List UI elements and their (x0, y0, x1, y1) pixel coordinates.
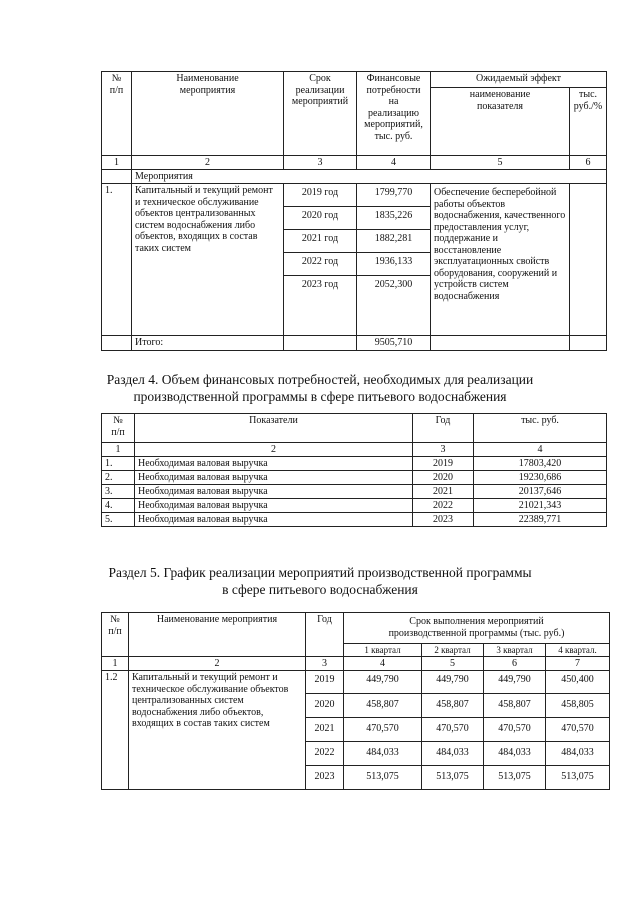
t3-colnum: 1 (101, 656, 129, 671)
t1-header-num: № п/п (101, 71, 132, 156)
t2-row-value: 21021,343 (473, 498, 607, 513)
t1-colnum: 3 (283, 155, 357, 170)
t1-colnum: 1 (101, 155, 132, 170)
t3-q-value: 470,570 (545, 717, 610, 742)
t2-row-value: 20137,646 (473, 484, 607, 499)
t1-total-label: Итого: (131, 335, 284, 351)
t3-colnum: 4 (343, 656, 422, 671)
t1-year: 2021 год (283, 229, 357, 253)
t2-header-num: № п/п (101, 413, 135, 443)
t1-total-effect (430, 335, 570, 351)
t1-effect-unit (569, 183, 607, 336)
t2-row-name: Необходимая валовая выручка (134, 484, 413, 499)
t3-year: 2021 (305, 717, 344, 742)
t3-colnum: 2 (128, 656, 306, 671)
t1-colnum: 2 (131, 155, 284, 170)
t1-value: 1835,226 (356, 206, 431, 230)
t1-value: 1882,281 (356, 229, 431, 253)
t1-effect-text: Обеспечение бесперебойной работы объектов водоснабжения, качественного предоставления услуг, поддержание и восстановление эксплуатационных свойств оборудования, сооружений и устройств систем водоснабжения (430, 183, 570, 336)
t3-q-value: 513,075 (545, 765, 610, 790)
t1-colnum: 4 (356, 155, 431, 170)
t3-q-value: 484,033 (421, 741, 484, 766)
t1-year: 2022 год (283, 252, 357, 276)
t2-row-year: 2021 (412, 484, 474, 499)
t2-row-num: 4. (101, 498, 135, 513)
t3-q-value: 513,075 (483, 765, 546, 790)
t2-header-year: Год (412, 413, 474, 443)
t2-row-num: 2. (101, 470, 135, 485)
t3-q-value: 470,570 (421, 717, 484, 742)
t2-row-value: 22389,771 (473, 512, 607, 527)
t3-q-value: 458,805 (545, 693, 610, 718)
t3-colnum: 3 (305, 656, 344, 671)
t3-colnum: 6 (483, 656, 546, 671)
t2-colnum: 1 (101, 442, 135, 457)
t2-row-name: Необходимая валовая выручка (134, 456, 413, 471)
t1-year: 2019 год (283, 183, 357, 207)
t2-colnum: 4 (473, 442, 607, 457)
t2-row-num: 3. (101, 484, 135, 499)
t3-q-value: 513,075 (421, 765, 484, 790)
t3-header-num: № п/п (101, 612, 129, 657)
t3-q-value: 484,033 (343, 741, 422, 766)
t3-year: 2022 (305, 741, 344, 766)
t3-q-value: 513,075 (343, 765, 422, 790)
t3-q-value: 450,400 (545, 670, 610, 694)
t3-header-q2: 2 квартал (421, 643, 484, 657)
t1-header-unit: тыс. руб./% (569, 87, 607, 156)
t1-value: 1936,133 (356, 252, 431, 276)
t1-header-name: Наименование мероприятия (131, 71, 284, 156)
t3-q-value: 484,033 (483, 741, 546, 766)
t3-q-value: 470,570 (343, 717, 422, 742)
t3-year: 2019 (305, 670, 344, 694)
t3-header-name: Наименование мероприятия (128, 612, 306, 657)
t2-row-name: Необходимая валовая выручка (134, 512, 413, 527)
t3-row-name: Капитальный и текущий ремонт и техническое обслуживание объектов централизованных систем водоснабжения либо объектов, входящих в состав таких систем (128, 670, 306, 790)
t2-header-unit: тыс. руб. (473, 413, 607, 443)
t2-row-year: 2019 (412, 456, 474, 471)
t3-q-value: 458,807 (421, 693, 484, 718)
t1-year: 2020 год (283, 206, 357, 230)
t3-q-value: 449,790 (343, 670, 422, 694)
t3-header-q3: 3 квартал (483, 643, 546, 657)
t1-row-num: 1. (101, 183, 132, 336)
t3-colnum: 7 (545, 656, 610, 671)
t3-q-value: 484,033 (545, 741, 610, 766)
t3-header-year: Год (305, 612, 344, 657)
t2-row-year: 2023 (412, 512, 474, 527)
t3-header-q4: 4 квартал. (545, 643, 610, 657)
t1-colnum: 5 (430, 155, 570, 170)
t3-q-value: 470,570 (483, 717, 546, 742)
t3-q-value: 449,790 (483, 670, 546, 694)
t2-row-year: 2022 (412, 498, 474, 513)
t1-row-name: Капитальный и текущий ремонт и техническое обслуживание объектов централизованных систем водоснабжения либо объектов, входящих в состав таких систем (131, 183, 284, 336)
t3-header-q1: 1 квартал (343, 643, 422, 657)
t1-header-indicator: наименование показателя (430, 87, 570, 156)
t1-section-label: Мероприятия (131, 169, 607, 184)
t3-header-term: Срок выполнения мероприятий производственной программы (тыс. руб.) (343, 612, 610, 644)
t2-row-num: 1. (101, 456, 135, 471)
t2-row-name: Необходимая валовая выручка (134, 498, 413, 513)
t3-colnum: 5 (421, 656, 484, 671)
t3-row-num: 1.2 (101, 670, 129, 790)
t3-q-value: 458,807 (483, 693, 546, 718)
t2-row-value: 19230,686 (473, 470, 607, 485)
section-5-title: Раздел 5. График реализации мероприятий производственной программы в сфере питьевого водоснабжения (108, 565, 532, 597)
t2-colnum: 2 (134, 442, 413, 457)
t2-row-value: 17803,420 (473, 456, 607, 471)
t2-header-indicators: Показатели (134, 413, 413, 443)
t3-year: 2023 (305, 765, 344, 790)
t1-total-term (283, 335, 357, 351)
t2-row-name: Необходимая валовая выручка (134, 470, 413, 485)
t1-year: 2023 год (283, 275, 357, 336)
t1-header-finance: Финансовые потребности на реализацию мероприятий, тыс. руб. (356, 71, 431, 156)
t3-year: 2020 (305, 693, 344, 718)
t2-colnum: 3 (412, 442, 474, 457)
t1-value: 2052,300 (356, 275, 431, 336)
t1-section-num (101, 169, 132, 184)
t3-q-value: 458,807 (343, 693, 422, 718)
t2-row-num: 5. (101, 512, 135, 527)
section-4-title: Раздел 4. Объем финансовых потребностей, необходимых для реализации производственной программы в сфере питьевого водоснабжения (106, 372, 534, 404)
t1-value: 1799,770 (356, 183, 431, 207)
t1-total-num (101, 335, 132, 351)
t3-q-value: 449,790 (421, 670, 484, 694)
t1-total-unit (569, 335, 607, 351)
t2-row-year: 2020 (412, 470, 474, 485)
t1-header-term: Срок реализации мероприятий (283, 71, 357, 156)
t1-total-value: 9505,710 (356, 335, 431, 351)
t1-header-effect: Ожидаемый эффект (430, 71, 607, 88)
t1-colnum: 6 (569, 155, 607, 170)
